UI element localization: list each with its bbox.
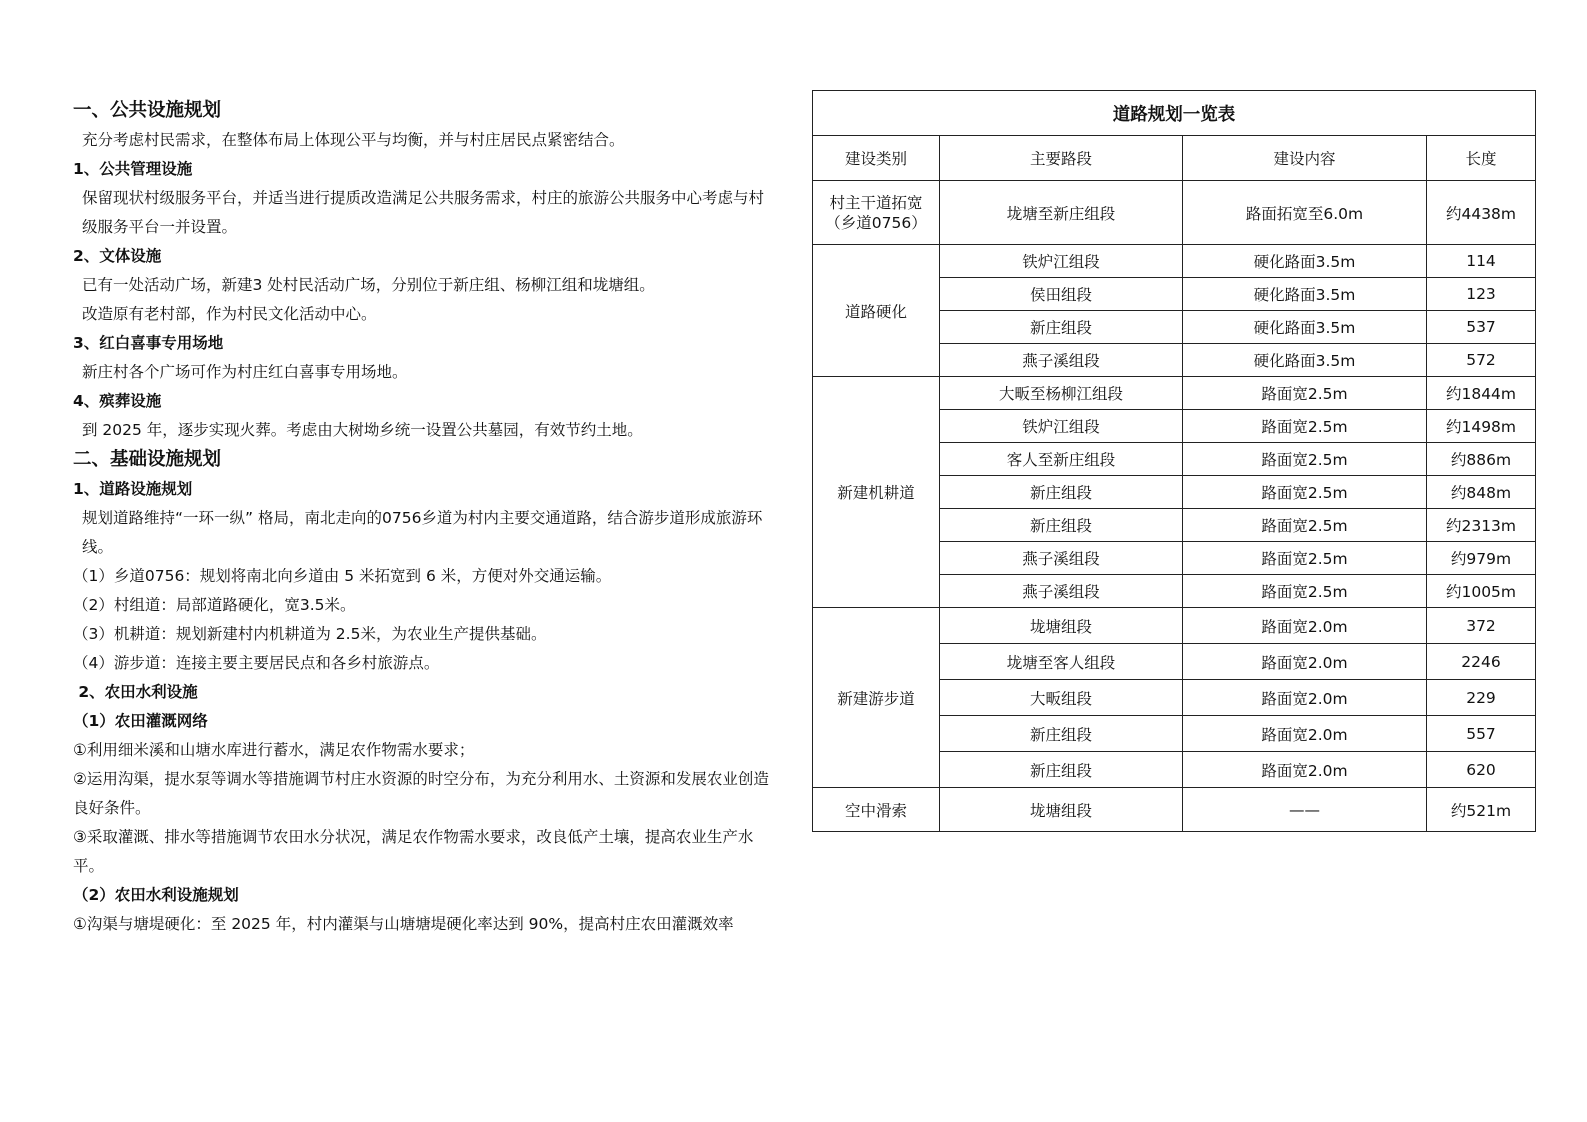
section-cell: 新庄组段 xyxy=(940,311,1183,344)
content-cell: 硬化路面3.5m xyxy=(1183,278,1427,311)
section-cell: 燕子溪组段 xyxy=(940,575,1183,608)
section-cell: 垅塘组段 xyxy=(940,608,1183,644)
table-row xyxy=(813,377,1536,410)
section-cell: 铁炉江组段 xyxy=(940,410,1183,443)
content-cell: 路面宽2.0m xyxy=(1183,716,1427,752)
content-cell: 路面宽2.5m xyxy=(1183,476,1427,509)
length-cell: 537 xyxy=(1427,311,1536,344)
content-cell: 硬化路面3.5m xyxy=(1183,245,1427,278)
category-cell: 新建机耕道 xyxy=(813,377,940,608)
road-planning-text: 规划道路维持“一环一纵” 格局，南北走向的0756乡道为村内主要交通道路，结合游步道形成旅游环线。 xyxy=(82,509,763,556)
subheading-funeral: 4、殡葬设施 xyxy=(73,392,162,410)
category-cell: 新建游步道 xyxy=(813,608,940,788)
column-header-category: 建设类别 xyxy=(813,136,940,181)
subheading-culture-sports: 2、文体设施 xyxy=(73,247,162,265)
content-cell: 路面宽2.0m xyxy=(1183,680,1427,716)
section-cell: 大畈至杨柳江组段 xyxy=(940,377,1183,410)
section-heading-infrastructure: 二、基础设施规划 xyxy=(73,449,222,470)
content-cell: 硬化路面3.5m xyxy=(1183,344,1427,377)
planning-text-column xyxy=(73,96,773,939)
content-cell: 路面宽2.5m xyxy=(1183,410,1427,443)
section-cell: 铁炉江组段 xyxy=(940,245,1183,278)
length-cell: 约521m xyxy=(1427,788,1536,832)
table-row xyxy=(813,608,1536,644)
road-planning-table xyxy=(812,90,1536,832)
ceremony-venue-text: 新庄村各个广场可作为村庄红白喜事专用场地。 xyxy=(82,363,408,381)
length-cell: 372 xyxy=(1427,608,1536,644)
length-cell: 约886m xyxy=(1427,443,1536,476)
length-cell: 约979m xyxy=(1427,542,1536,575)
table-row xyxy=(813,181,1536,245)
category-cell: 空中滑索 xyxy=(813,788,940,832)
section-cell: 新庄组段 xyxy=(940,509,1183,542)
subheading-road-planning: 1、道路设施规划 xyxy=(73,480,193,498)
table-row xyxy=(813,245,1536,278)
section-cell: 侯田组段 xyxy=(940,278,1183,311)
length-cell: 620 xyxy=(1427,752,1536,788)
section-cell: 垅塘组段 xyxy=(940,788,1183,832)
section-cell: 垅塘至客人组段 xyxy=(940,644,1183,680)
length-cell: 约2313m xyxy=(1427,509,1536,542)
content-cell: 路面宽2.0m xyxy=(1183,752,1427,788)
content-cell: 路面宽2.5m xyxy=(1183,443,1427,476)
length-cell: 约848m xyxy=(1427,476,1536,509)
content-cell: 路面宽2.5m xyxy=(1183,377,1427,410)
irrigation-text-2: ②运用沟渠，提水泵等调水等措施调节村庄水资源的时空分布，为充分利用水、土资源和发展农业创造良好条件。 xyxy=(73,770,769,817)
section-cell: 新庄组段 xyxy=(940,716,1183,752)
intro-paragraph: 充分考虑村民需求，在整体布局上体现公平与均衡，并与村庄居民点紧密结合。 xyxy=(82,131,625,149)
culture-sports-text-2: 改造原有老村部，作为村民文化活动中心。 xyxy=(82,305,377,323)
content-cell: 路面宽2.5m xyxy=(1183,509,1427,542)
road-item-3: （3）机耕道：规划新建村内机耕道为 2.5米，为农业生产提供基础。 xyxy=(73,625,547,643)
road-item-1: （1）乡道0756：规划将南北向乡道由 5 米拓宽到 6 米，方便对外交通运输。 xyxy=(73,567,612,585)
irrigation-text-4: ①沟渠与塘堤硬化：至 2025 年，村内灌渠与山塘塘堤硬化率达到 90%，提高村庄农田灌溉效率 xyxy=(73,915,734,933)
section-cell: 燕子溪组段 xyxy=(940,344,1183,377)
length-cell: 约1844m xyxy=(1427,377,1536,410)
section-cell: 大畈组段 xyxy=(940,680,1183,716)
content-cell: 路面宽2.5m xyxy=(1183,575,1427,608)
subheading-irrigation-planning: （2）农田水利设施规划 xyxy=(73,886,239,904)
table-row xyxy=(813,788,1536,832)
section-cell: 垅塘至新庄组段 xyxy=(940,181,1183,245)
table-title: 道路规划一览表 xyxy=(813,91,1536,136)
subheading-public-management: 1、公共管理设施 xyxy=(73,160,193,178)
subheading-ceremony-venue: 3、红白喜事专用场地 xyxy=(73,334,224,352)
content-cell: 硬化路面3.5m xyxy=(1183,311,1427,344)
column-header-section: 主要路段 xyxy=(940,136,1183,181)
section-cell: 燕子溪组段 xyxy=(940,542,1183,575)
length-cell: 114 xyxy=(1427,245,1536,278)
road-item-2: （2）村组道：局部道路硬化，宽3.5米。 xyxy=(73,596,356,614)
length-cell: 123 xyxy=(1427,278,1536,311)
length-cell: 约1498m xyxy=(1427,410,1536,443)
length-cell: 572 xyxy=(1427,344,1536,377)
content-cell: 路面宽2.0m xyxy=(1183,608,1427,644)
column-header-content: 建设内容 xyxy=(1183,136,1427,181)
category-cell: 村主干道拓宽（乡道0756） xyxy=(813,181,940,245)
length-cell: 229 xyxy=(1427,680,1536,716)
column-header-length: 长度 xyxy=(1427,136,1536,181)
length-cell: 约1005m xyxy=(1427,575,1536,608)
subheading-irrigation-network: （1）农田灌溉网络 xyxy=(73,712,208,730)
section-cell: 新庄组段 xyxy=(940,476,1183,509)
length-cell: 2246 xyxy=(1427,644,1536,680)
subheading-irrigation: 2、农田水利设施 xyxy=(73,683,198,701)
length-cell: 约4438m xyxy=(1427,181,1536,245)
public-management-text: 保留现状村级服务平台，并适当进行提质改造满足公共服务需求，村庄的旅游公共服务中心考虑与村级服务平台一并设置。 xyxy=(82,189,765,236)
category-cell: 道路硬化 xyxy=(813,245,940,377)
content-cell: 路面宽2.5m xyxy=(1183,542,1427,575)
section-cell: 新庄组段 xyxy=(940,752,1183,788)
funeral-text: 到 2025 年，逐步实现火葬。考虑由大树坳乡统一设置公共墓园，有效节约土地。 xyxy=(82,421,643,439)
content-cell: —— xyxy=(1183,788,1427,832)
section-heading-public-facilities: 一、公共设施规划 xyxy=(73,100,222,121)
content-cell: 路面宽2.0m xyxy=(1183,644,1427,680)
content-cell: 路面拓宽至6.0m xyxy=(1183,181,1427,245)
section-cell: 客人至新庄组段 xyxy=(940,443,1183,476)
length-cell: 557 xyxy=(1427,716,1536,752)
road-item-4: （4）游步道：连接主要主要居民点和各乡村旅游点。 xyxy=(73,654,440,672)
irrigation-text-1: ①利用细米溪和山塘水库进行蓄水，满足农作物需水要求； xyxy=(73,741,475,759)
irrigation-text-3: ③采取灌溉、排水等措施调节农田水分状况，满足农作物需水要求，改良低产土壤，提高农业生产水平。 xyxy=(73,828,754,875)
culture-sports-text-1: 已有一处活动广场，新建3 处村民活动广场，分别位于新庄组、杨柳江组和垅塘组。 xyxy=(82,276,655,294)
